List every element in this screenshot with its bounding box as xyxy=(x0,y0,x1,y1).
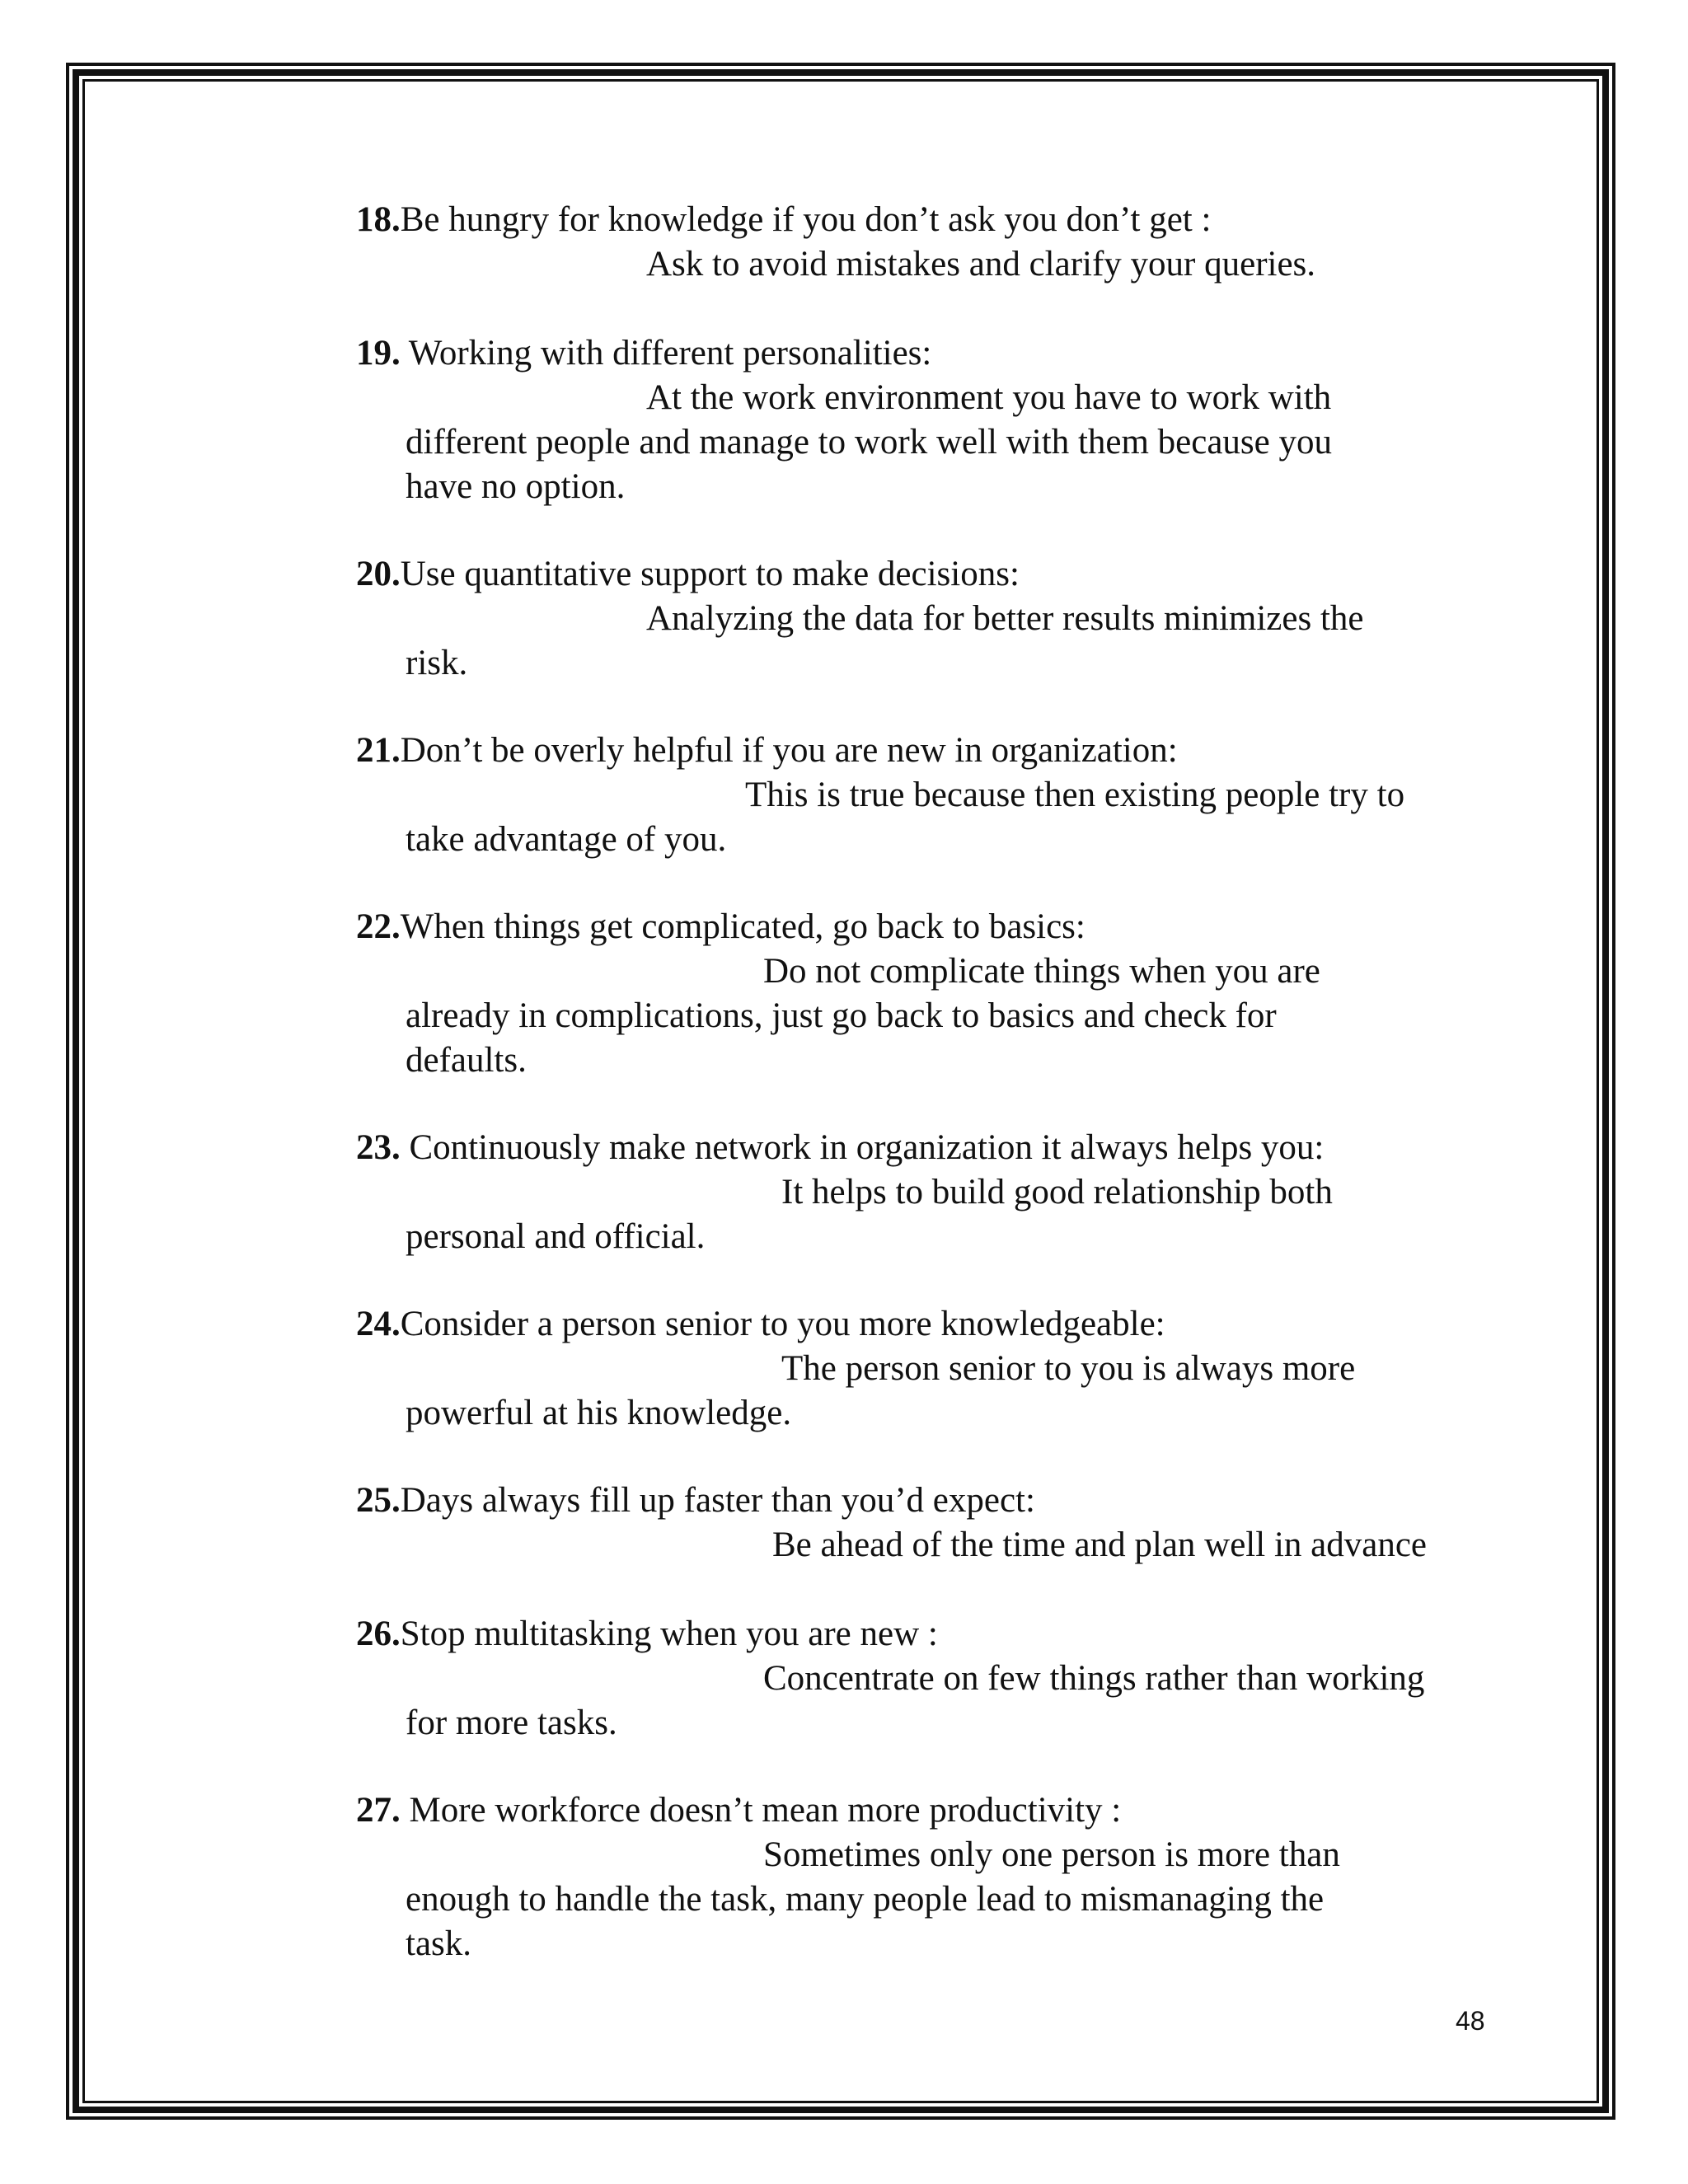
item-heading xyxy=(356,1479,1035,1523)
item-text-line: Do not complicate things when you are xyxy=(763,952,1320,991)
item-text-line: Sometimes only one person is more than xyxy=(763,1835,1340,1874)
item-text-line: Analyzing the data for better results minimizes the xyxy=(646,599,1364,638)
item-number: 25. xyxy=(356,1481,401,1520)
item-text-line: Ask to avoid mistakes and clarify your queries. xyxy=(646,245,1316,284)
item-heading xyxy=(356,729,1178,773)
item-number: 22. xyxy=(356,907,401,946)
item-number: 21. xyxy=(356,731,401,770)
item-number: 26. xyxy=(356,1615,401,1653)
item-number: 27. xyxy=(356,1791,401,1830)
item-text-line: It helps to build good relationship both xyxy=(781,1173,1333,1212)
item-title: Stop multitasking when you are new : xyxy=(400,1615,938,1653)
item-title: Use quantitative support to make decisions: xyxy=(400,555,1020,593)
item-title: Be hungry for knowledge if you don’t ask you don’t get : xyxy=(400,200,1212,239)
item-text-line: The person senior to you is always more xyxy=(781,1349,1356,1388)
item-number: 23. xyxy=(356,1128,401,1167)
item-title: Continuously make network in organization it always helps you: xyxy=(400,1128,1325,1167)
item-title: More workforce doesn’t mean more productivity : xyxy=(400,1791,1122,1830)
item-heading xyxy=(356,198,1211,242)
item-text-line: This is true because then existing people try to xyxy=(745,776,1405,814)
item-number: 19. xyxy=(356,334,401,373)
item-text-line: Be ahead of the time and plan well in advance xyxy=(772,1526,1427,1564)
item-heading xyxy=(356,1126,1324,1170)
item-heading xyxy=(356,552,1020,597)
item-text-line: for more tasks. xyxy=(406,1704,617,1742)
item-text-line: At the work environment you have to work with xyxy=(646,378,1332,417)
item-title: When things get complicated, go back to basics: xyxy=(400,907,1085,946)
item-heading xyxy=(356,331,931,376)
item-title: Days always fill up faster than you’d expect: xyxy=(400,1481,1035,1520)
item-text-line: risk. xyxy=(406,644,468,682)
item-title: Consider a person senior to you more knowledgeable: xyxy=(400,1305,1165,1343)
page-number: 48 xyxy=(1456,2006,1485,2036)
item-text-line: Concentrate on few things rather than working xyxy=(763,1659,1425,1698)
item-text-line: already in complications, just go back to basics and check for xyxy=(406,996,1277,1035)
item-text-line: take advantage of you. xyxy=(406,820,727,859)
item-text-line: different people and manage to work well with them because you xyxy=(406,423,1333,462)
item-text-line: defaults. xyxy=(406,1041,527,1080)
item-text-line: task. xyxy=(406,1924,472,1963)
item-title: Working with different personalities: xyxy=(400,334,932,373)
item-heading xyxy=(356,905,1085,949)
item-heading xyxy=(356,1612,938,1657)
item-heading xyxy=(356,1788,1121,1833)
item-text-line: enough to handle the task, many people lead to mismanaging the xyxy=(406,1880,1325,1919)
item-number: 18. xyxy=(356,200,401,239)
item-text-line: powerful at his knowledge. xyxy=(406,1394,792,1432)
item-text-line: personal and official. xyxy=(406,1217,706,1256)
item-heading xyxy=(356,1302,1165,1347)
item-text-line: have no option. xyxy=(406,467,626,506)
item-number: 20. xyxy=(356,555,401,593)
item-title: Don’t be overly helpful if you are new in organization: xyxy=(400,731,1178,770)
item-number: 24. xyxy=(356,1305,401,1343)
